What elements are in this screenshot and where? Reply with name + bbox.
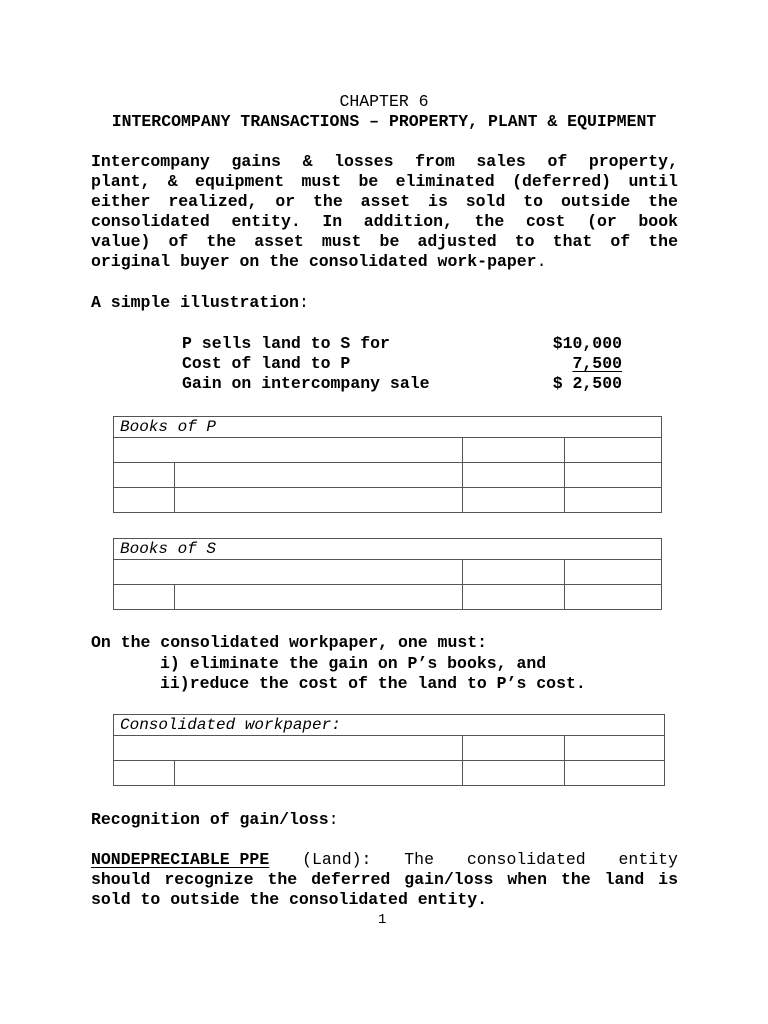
nondep-word: (Land): xyxy=(302,850,372,869)
intro-word: the xyxy=(474,212,505,231)
intro-word: of xyxy=(610,232,631,251)
intro-word: & xyxy=(302,152,313,171)
illustration-label: Cost of land to P xyxy=(182,354,351,373)
intro-word: until xyxy=(628,172,678,191)
table-row xyxy=(114,560,662,585)
intro-word: asset xyxy=(254,232,304,251)
table-caption-row xyxy=(114,715,665,736)
intro-word: plant, xyxy=(91,172,151,191)
table-cell xyxy=(114,488,175,513)
table-cell xyxy=(114,761,175,786)
intro-word: sold xyxy=(465,192,506,211)
intro-word: value) xyxy=(91,232,151,251)
intro-word: either xyxy=(91,192,151,211)
intro-word: be xyxy=(379,232,400,251)
intro-word: outside xyxy=(560,192,631,211)
table-cell xyxy=(564,761,664,786)
table-caption-row xyxy=(114,417,662,438)
table-cell xyxy=(175,488,463,513)
intro-word: property, xyxy=(588,152,678,171)
intro-word: is xyxy=(428,192,448,211)
intro-line-3 xyxy=(91,192,678,212)
intro-word: the xyxy=(313,192,343,211)
intro-word: addition, xyxy=(363,212,453,231)
intro-line-5 xyxy=(91,232,678,252)
intro-word: equipment xyxy=(195,172,285,191)
table-caption-row xyxy=(114,539,662,560)
table-caption: Consolidated workpaper: xyxy=(114,715,665,736)
illustration-row xyxy=(182,354,622,374)
intro-word: asset xyxy=(360,192,411,211)
intro-word: sales xyxy=(476,152,526,171)
table-cell xyxy=(462,560,564,585)
page-number: 1 xyxy=(378,912,387,928)
illustration-row xyxy=(182,334,622,354)
illustration-row xyxy=(182,374,622,394)
table-cell xyxy=(462,736,564,761)
table-row xyxy=(114,463,662,488)
chapter-heading: CHAPTER 6 xyxy=(339,92,429,111)
intro-word: must xyxy=(321,232,362,251)
illustration-title xyxy=(91,293,309,313)
illustration-amount: $ 2,500 xyxy=(552,374,622,393)
nondep-word: The xyxy=(404,850,434,869)
table-cell xyxy=(564,736,664,761)
illustration-label: P sells land to S for xyxy=(182,334,390,353)
recognition-heading-punct: : xyxy=(328,810,339,829)
nondep-line-1 xyxy=(91,850,678,870)
recognition-heading xyxy=(91,810,339,830)
table-cell xyxy=(462,761,564,786)
intro-word: In xyxy=(322,212,343,231)
nondepreciable-term: NONDEPRECIABLE PPE xyxy=(91,850,270,869)
table-cell xyxy=(564,560,661,585)
intro-word: (deferred) xyxy=(512,172,612,191)
intro-word: be xyxy=(358,172,379,191)
nondep-word: consolidated xyxy=(466,850,586,869)
intro-word: Intercompany xyxy=(91,152,210,171)
consolidation-intro: On the consolidated workpaper, one must: xyxy=(91,633,488,652)
intro-word: consolidated xyxy=(91,212,210,231)
table-cell xyxy=(462,488,564,513)
table-cell xyxy=(114,438,463,463)
illustration-block xyxy=(182,334,622,394)
illustration-amount: 7,500 xyxy=(572,354,622,373)
books-of-p-table xyxy=(113,416,662,513)
intro-word: realized, xyxy=(168,192,258,211)
intro-line-1 xyxy=(91,152,678,172)
nondep-word: entity xyxy=(618,850,678,869)
table-cell xyxy=(114,463,175,488)
intro-last-punct: . xyxy=(536,252,547,271)
table-cell xyxy=(175,585,463,610)
intro-word: to xyxy=(514,232,535,251)
table-row xyxy=(114,585,662,610)
intro-line-6 xyxy=(91,252,678,272)
intro-word: gains xyxy=(231,152,281,171)
table-caption: Books of S xyxy=(114,539,662,560)
intro-word: the xyxy=(648,192,678,211)
intro-word: to xyxy=(523,192,544,211)
intro-word: or xyxy=(275,192,296,211)
table-caption: Books of P xyxy=(114,417,662,438)
intro-word: book xyxy=(638,212,678,231)
illustration-label: Gain on intercompany sale xyxy=(182,374,430,393)
intro-word: eliminated xyxy=(395,172,495,191)
table-row xyxy=(114,488,662,513)
intro-word: adjusted xyxy=(417,232,497,251)
illustration-amount: $10,000 xyxy=(552,334,622,353)
intro-line-4 xyxy=(91,212,678,232)
intro-word: must xyxy=(301,172,342,191)
intro-word: the xyxy=(648,232,678,251)
table-cell xyxy=(175,761,463,786)
intro-last-text: original buyer on the consolidated work-paper xyxy=(91,252,537,271)
intro-line-2 xyxy=(91,172,678,192)
table-cell xyxy=(462,438,564,463)
intro-word: (or xyxy=(587,212,617,231)
intro-word: entity. xyxy=(231,212,301,231)
illustration-title-text: A simple illustration xyxy=(91,293,299,312)
intro-word: losses xyxy=(334,152,394,171)
table-cell xyxy=(564,438,661,463)
consolidation-step-1: i) eliminate the gain on P’s books, and xyxy=(160,654,547,673)
table-cell xyxy=(114,736,463,761)
nondep-line-3-text: sold to outside the consolidated entity. xyxy=(91,890,488,909)
table-cell xyxy=(175,463,463,488)
chapter-title: INTERCOMPANY TRANSACTIONS – PROPERTY, PLANT & EQUIPMENT xyxy=(111,112,657,131)
table-row xyxy=(114,736,665,761)
table-cell xyxy=(114,560,463,585)
nondep-line-3 xyxy=(91,890,678,910)
table-cell xyxy=(564,488,661,513)
intro-word: cost xyxy=(525,212,566,231)
table-cell xyxy=(564,585,661,610)
intro-word: from xyxy=(415,152,455,171)
table-cell xyxy=(564,463,661,488)
nondepreciable-paragraph xyxy=(91,850,678,910)
books-of-s-table xyxy=(113,538,662,610)
intro-word: & xyxy=(167,172,178,191)
table-row xyxy=(114,761,665,786)
nondep-line-2 xyxy=(91,870,678,890)
intro-word: of xyxy=(168,232,189,251)
table-cell xyxy=(114,585,175,610)
consolidated-workpaper-table xyxy=(113,714,665,786)
illustration-title-punct: : xyxy=(298,293,309,312)
consolidation-step-2: ii)reduce the cost of the land to P’s cost. xyxy=(160,674,586,693)
intro-word: of xyxy=(547,152,568,171)
nondep-line-2-text: should recognize the deferred gain/loss when the land is xyxy=(91,870,678,889)
table-cell xyxy=(462,463,564,488)
intro-word: that xyxy=(552,232,593,251)
recognition-heading-text: Recognition of gain/loss xyxy=(91,810,329,829)
table-row xyxy=(114,438,662,463)
intro-word: the xyxy=(206,232,237,251)
table-cell xyxy=(462,585,564,610)
intro-paragraph xyxy=(91,152,678,272)
